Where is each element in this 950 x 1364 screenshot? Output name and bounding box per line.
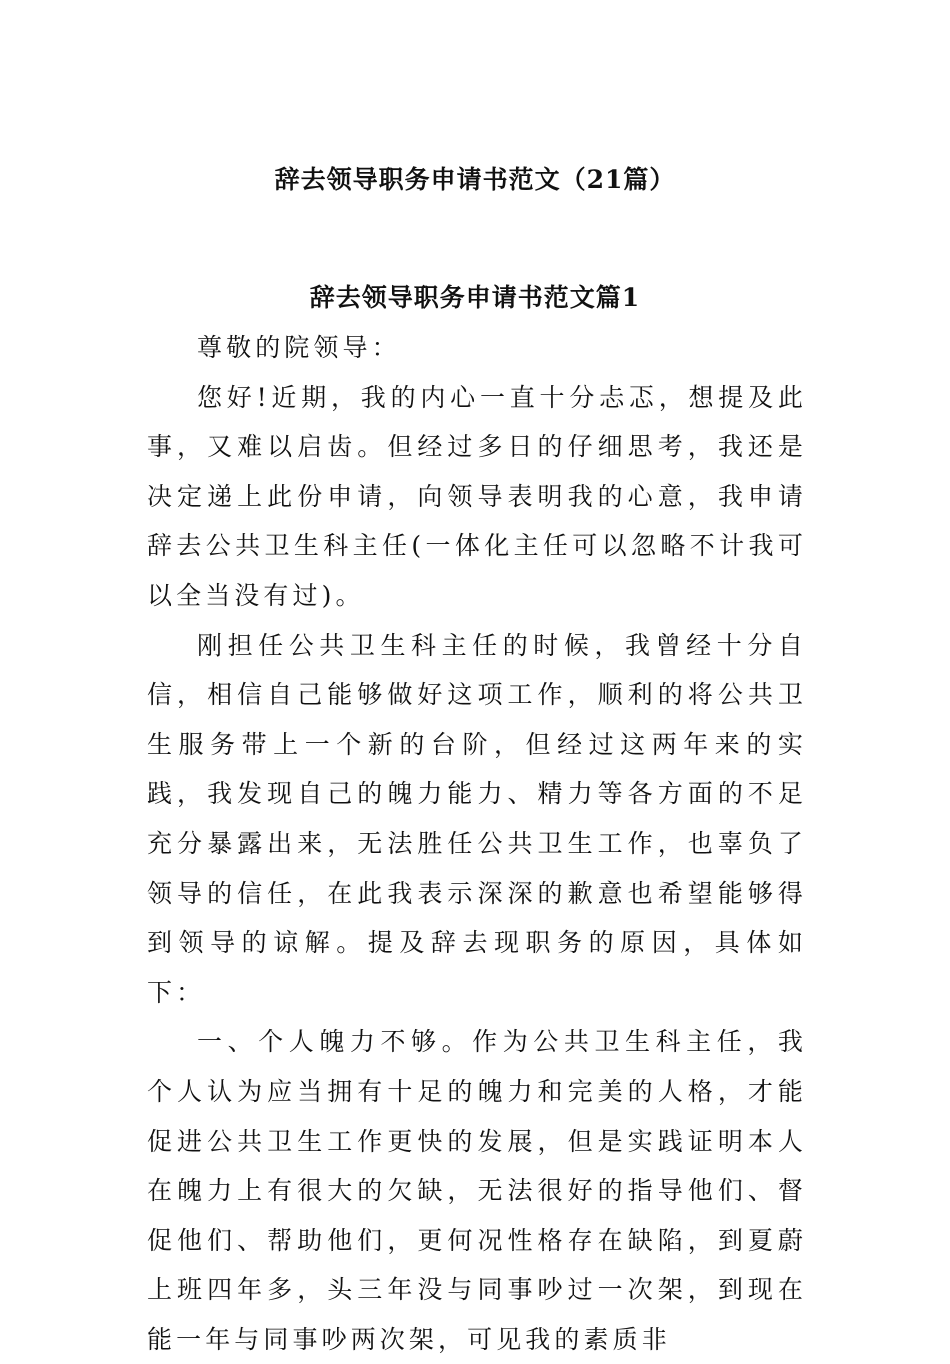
salutation: 尊敬的院领导：	[197, 333, 401, 362]
paragraph: 一、个人魄力不够。作为公共卫生科主任，我个人认为应当拥有十足的魄力和完美的人格，才能促进公共卫生工作更快的发展，但是实践证明本人在魄力上有很大的欠缺，无法很好的指导他们、督促他们、帮助他们，更何况性格存在缺陷，到夏蔚上班四年多，头三年没与同事吵过一次架，到现在能一年与同事吵两次架，可见我的素质非	[147, 1027, 807, 1354]
document-body	[147, 323, 807, 1364]
document-title: 辞去领导职务申请书范文（21篇）	[274, 165, 676, 194]
section-title: 辞去领导职务申请书范文篇1	[309, 283, 641, 312]
paragraph: 刚担任公共卫生科主任的时候，我曾经十分自信，相信自己能够做好这项工作，顺利的将公共卫生服务带上一个新的台阶，但经过这两年来的实践，我发现自己的魄力能力、精力等各方面的不足充分暴露出来，无法胜任公共卫生工作，也辜负了领导的信任，在此我表示深深的歉意也希望能够得到领导的谅解。提及辞去现职务的原因，具体如下：	[147, 630, 807, 1007]
paragraph: 您好!近期，我的内心一直十分忐忑，想提及此事，又难以启齿。但经过多日的仔细思考，我还是决定递上此份申请，向领导表明我的心意，我申请辞去公共卫生科主任(一体化主任可以忽略不计我可以全当没有过)。	[147, 382, 807, 610]
